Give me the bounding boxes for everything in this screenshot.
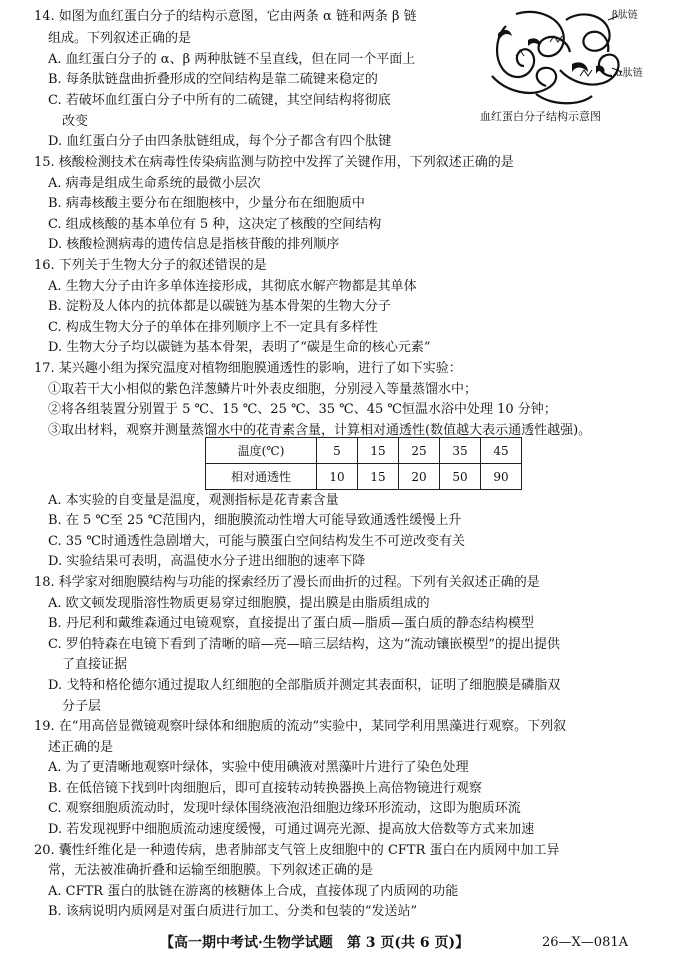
table-header-permeability: 相对通透性 bbox=[206, 464, 317, 490]
page-footer-code: 26—X—081A bbox=[542, 935, 628, 950]
table-cell: 15 bbox=[358, 438, 399, 464]
table-cell: 45 bbox=[481, 438, 522, 464]
table-cell: 50 bbox=[440, 464, 481, 490]
table-header-temperature: 温度(℃) bbox=[206, 438, 317, 464]
q14-option-d: D. 血红蛋白分子由四条肽链组成，每个分子都含有四个肽键 bbox=[48, 134, 392, 149]
q18-option-c-line2: 了直接证据 bbox=[62, 657, 128, 672]
q18-option-b: B. 丹尼利和戴维森通过电镜观察，直接提出了蛋白质—脂质—蛋白质的静态结构模型 bbox=[48, 616, 534, 631]
q16-option-c: C. 构成生物大分子的单体在排列顺序上不一定具有多样性 bbox=[48, 320, 378, 335]
q14-stem-line1: 14. 如图为血红蛋白分子的结构示意图，它由两条 α 链和两条 β 链 bbox=[34, 9, 417, 24]
q19-option-d: D. 若发现视野中细胞质流动速度缓慢，可通过调亮光源、提高放大倍数等方式来加速 bbox=[48, 822, 535, 837]
q17-step-1: ①取若干大小相似的紫色洋葱鳞片叶外表皮细胞，分别浸入等量蒸馏水中； bbox=[48, 382, 478, 397]
q17-option-a: A. 本实验的自变量是温度，观测指标是花青素含量 bbox=[48, 493, 339, 508]
q17-step-3: ③取出材料，观察并测量蒸馏水中的花青素含量，计算相对通透性(数值越大表示通透性越强)。 bbox=[48, 423, 592, 438]
alpha-chain-label: α肽链 bbox=[616, 68, 643, 79]
q20-option-a: A. CFTR 蛋白的肽链在游离的核糖体上合成，直接体现了内质网的功能 bbox=[48, 884, 459, 899]
table-cell: 15 bbox=[358, 464, 399, 490]
table-row bbox=[206, 464, 522, 490]
q18-option-a: A. 欧文顿发现脂溶性物质更易穿过细胞膜，提出膜是由脂质组成的 bbox=[48, 596, 430, 611]
q16-option-b: B. 淀粉及人体内的抗体都是以碳链为基本骨架的生物大分子 bbox=[48, 299, 391, 314]
figure-caption: 血红蛋白分子结构示意图 bbox=[480, 110, 601, 123]
q17-option-d: D. 实验结果可表明，高温使水分子进出细胞的速率下降 bbox=[48, 554, 366, 569]
table-cell: 25 bbox=[399, 438, 440, 464]
q15-stem: 15. 核酸检测技术在病毒性传染病监测与防控中发挥了关键作用，下列叙述正确的是 bbox=[34, 155, 514, 170]
q20-option-b: B. 该病说明内质网是对蛋白质进行加工、分类和包装的“发送站” bbox=[48, 904, 418, 919]
q15-option-d: D. 核酸检测病毒的遗传信息是指核苷酸的排列顺序 bbox=[48, 237, 340, 252]
q20-stem-line1: 20. 囊性纤维化是一种遗传病，患者肺部支气管上皮细胞中的 CFTR 蛋白在内质网中加工异 bbox=[34, 843, 560, 858]
q14-option-c-line1: C. 若破坏血红蛋白分子中所有的二硫键，其空间结构将彻底 bbox=[48, 93, 391, 108]
q19-stem-line2: 述正确的是 bbox=[48, 740, 114, 755]
q14-option-b: B. 每条肽链盘曲折叠形成的空间结构是靠二硫键来稳定的 bbox=[48, 72, 378, 87]
q19-option-a: A. 为了更清晰地观察叶绿体，实验中使用碘液对黑藻叶片进行了染色处理 bbox=[48, 760, 469, 775]
q17-step-2: ②将各组装置分别置于 5 ℃、15 ℃、25 ℃、35 ℃、45 ℃恒温水浴中处理 10 分钟； bbox=[48, 402, 557, 417]
q19-option-c: C. 观察细胞质流动时，发现叶绿体围绕液泡沿细胞边缘环形流动，这即为胞质环流 bbox=[48, 801, 521, 816]
q17-option-b: B. 在 5 ℃至 25 ℃范围内，细胞膜流动性增大可能导致通透性缓慢上升 bbox=[48, 513, 462, 528]
q19-option-b: B. 在低倍镜下找到叶肉细胞后，即可直接转动转换器换上高倍物镜进行观察 bbox=[48, 781, 482, 796]
q18-option-c-line1: C. 罗伯特森在电镜下看到了清晰的暗—亮—暗三层结构，这为“流动镶嵌模型”的提出提供 bbox=[48, 637, 561, 652]
q17-results-table bbox=[205, 437, 522, 490]
beta-chain-label: β肽链 bbox=[612, 10, 638, 21]
table-cell: 20 bbox=[399, 464, 440, 490]
table-cell: 35 bbox=[440, 438, 481, 464]
q16-option-d: D. 生物大分子均以碳链为基本骨架，表明了“碳是生命的核心元素” bbox=[48, 340, 431, 355]
q15-option-b: B. 病毒核酸主要分布在细胞核中，少量分布在细胞质中 bbox=[48, 196, 365, 211]
q17-option-c: C. 35 ℃时通透性急剧增大，可能与膜蛋白空间结构发生不可逆改变有关 bbox=[48, 534, 465, 549]
q19-stem-line1: 19. 在“用高倍显微镜观察叶绿体和细胞质的流动”实验中，某同学利用黑藻进行观察。下列叙 bbox=[34, 719, 567, 734]
q20-stem-line2: 常，无法被准确折叠和运输至细胞膜。下列叙述正确的是 bbox=[48, 863, 374, 878]
table-cell: 5 bbox=[317, 438, 358, 464]
q18-stem: 18. 科学家对细胞膜结构与功能的探索经历了漫长而曲折的过程。下列有关叙述正确的是 bbox=[34, 575, 540, 590]
q16-stem: 16. 下列关于生物大分子的叙述错误的是 bbox=[34, 258, 267, 273]
hemoglobin-figure bbox=[476, 6, 646, 124]
q17-stem: 17. 某兴趣小组为探究温度对植物细胞膜通透性的影响，进行了如下实验： bbox=[34, 361, 462, 376]
q18-option-d-line1: D. 戈特和格伦德尔通过提取人红细胞的全部脂质并测定其表面积，证明了细胞膜是磷脂双 bbox=[48, 678, 561, 693]
table-row bbox=[206, 438, 522, 464]
table-cell: 90 bbox=[481, 464, 522, 490]
q15-option-c: C. 组成核酸的基本单位有 5 种，这决定了核酸的空间结构 bbox=[48, 217, 382, 232]
page-footer-title: 【高一期中考试·生物学试题 第 3 页(共 6 页)】 bbox=[160, 935, 470, 951]
q14-stem-line2: 组成。下列叙述正确的是 bbox=[48, 31, 192, 46]
q16-option-a: A. 生物大分子由许多单体连接形成，其彻底水解产物都是其单体 bbox=[48, 279, 417, 294]
q14-option-a: A. 血红蛋白分子的 α、β 两种肽链不呈直线，但在同一个平面上 bbox=[48, 52, 416, 67]
q14-option-c-line2: 改变 bbox=[62, 114, 89, 129]
table-cell: 10 bbox=[317, 464, 358, 490]
q18-option-d-line2: 分子层 bbox=[62, 699, 102, 714]
q15-option-a: A. 病毒是组成生命系统的最微小层次 bbox=[48, 176, 261, 191]
